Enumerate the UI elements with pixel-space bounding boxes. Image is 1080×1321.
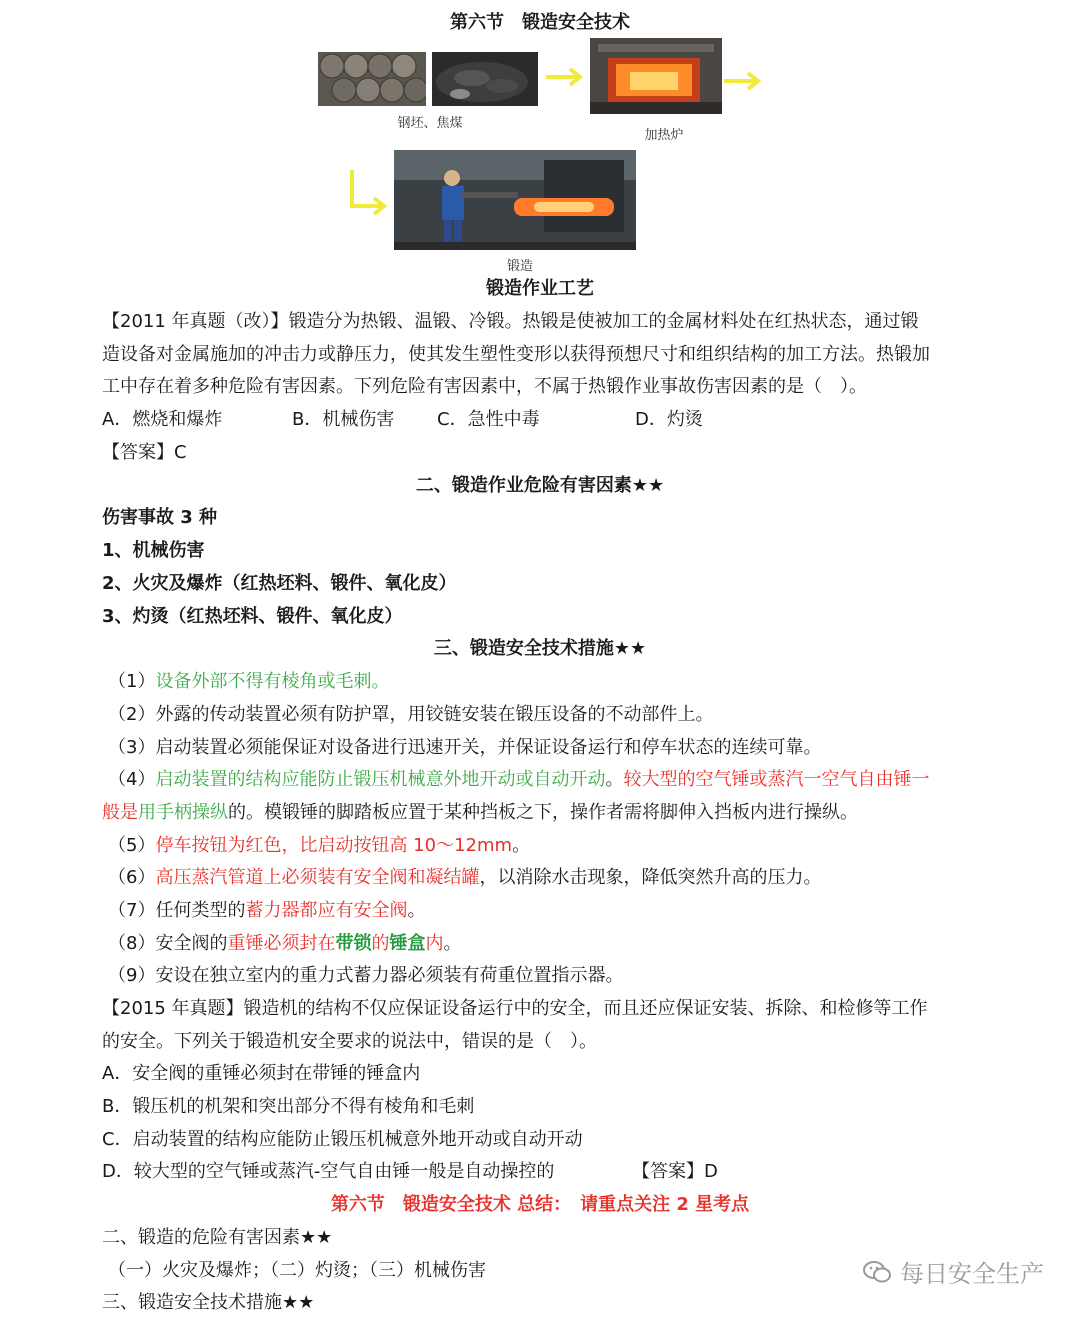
- watermark-text: 每日安全生产: [900, 1260, 1044, 1288]
- measure-5: （5）停车按钮为红色，比启动按钮高 10～12mm。: [108, 835, 531, 856]
- measure-2: （2）外露的传动装置必须有防护罩，用铰链安装在锻压设备的不动部件上。: [108, 704, 714, 725]
- q2-line-1: 【2015 年真题】锻造机的结构不仅应保证设备运行中的安全，而且还应保证安装、拆除、和检修等工作: [102, 998, 928, 1019]
- caption-forging: 锻造: [506, 259, 533, 274]
- q1-option-b: B．机械伤害: [292, 409, 395, 430]
- q2-option-d: D．较大型的空气锤或蒸汽-空气自由锤一般是自动操控的: [102, 1161, 555, 1182]
- q1-option-d: D．灼烫: [635, 409, 703, 430]
- section-title: 第六节 锻造安全技术: [450, 12, 630, 33]
- q1-line-2: 造设备对金属施加的冲击力或静压力，使其发生塑性变形以获得预想尺寸和组织结构的加工方法。热锻加: [102, 344, 930, 365]
- measure-4-cont: 般是用手柄操纵的。模锻锤的脚踏板应置于某种挡板之下，操作者需将脚伸入挡板内进行操纵。: [102, 802, 858, 823]
- q2-answer: 【答案】D: [632, 1161, 718, 1182]
- q1-line-3: 工中存在着多种危险有害因素。下列危险有害因素中，不属于热锻作业事故伤害因素的是（ ）。: [102, 376, 867, 397]
- section-2-sub: 伤害事故 3 种: [102, 507, 218, 528]
- measure-7: （7）任何类型的蓄力器都应有安全阀。: [108, 900, 426, 921]
- caption-heating-furnace: 加热炉: [644, 128, 684, 143]
- q2-option-a: A．安全阀的重锤必须封在带锤的锤盒内: [102, 1063, 421, 1084]
- hazard-item-3: 3、灼烫（红热坯料、锻件、氧化皮）: [102, 606, 403, 627]
- arrow-right-icon: [722, 70, 764, 92]
- q1-option-c: C．急性中毒: [437, 409, 540, 430]
- measure-9: （9）安设在独立室内的重力式蓄力器必须装有荷重位置指示器。: [108, 965, 624, 986]
- caption-billets-coke: 钢坯、焦煤: [397, 116, 463, 131]
- q1-answer: 【答案】C: [102, 442, 187, 463]
- measure-1: （1）设备外部不得有棱角或毛刺。: [108, 671, 390, 692]
- summary-heading: 第六节 锻造安全技术 总结： 请重点关注 2 星考点: [330, 1194, 750, 1215]
- steel-billets-photo: [318, 52, 426, 106]
- q2-option-d-row: [102, 1155, 980, 1188]
- q2-option-b: B．锻压机的机架和突出部分不得有棱角和毛刺: [102, 1096, 475, 1117]
- measure-8: （8）安全阀的重锤必须封在带锁的锤盒内。: [108, 933, 462, 954]
- arrow-down-right-icon: [344, 168, 390, 216]
- measure-3: （3）启动装置必须能保证对设备进行迅速开关，并保证设备运行和停车状态的连续可靠。: [108, 737, 822, 758]
- figure-title: 锻造作业工艺: [486, 278, 594, 299]
- hazard-item-1: 1、机械伤害: [102, 540, 205, 561]
- summary-line-2: （一）火灾及爆炸；（二）灼烫；（三）机械伤害: [108, 1260, 486, 1281]
- section-2-heading: 二、锻造作业危险有害因素★★: [415, 475, 665, 496]
- section-3-heading: 三、锻造安全技术措施★★: [433, 638, 647, 659]
- hazard-item-2: 2、火灾及爆炸（红热坯料、锻件、氧化皮）: [102, 573, 457, 594]
- forging-photo: [394, 150, 636, 250]
- summary-line-3: 三、锻造安全技术措施★★: [102, 1292, 315, 1313]
- arrow-right-icon: [544, 66, 586, 88]
- wechat-icon: [862, 1259, 892, 1285]
- coke-photo: [432, 52, 538, 106]
- q2-option-c: C．启动装置的结构应能防止锻压机械意外地开动或自动开动: [102, 1129, 583, 1150]
- heating-furnace-photo: [590, 38, 722, 114]
- watermark: [862, 1254, 1044, 1289]
- q1-line-1: 【2011 年真题（改）】锻造分为热锻、温锻、冷锻。热锻是使被加工的金属材料处在红热状态，通过锻: [102, 311, 919, 332]
- measure-6: （6）高压蒸汽管道上必须装有安全阀和凝结罐，以消除水击现象，降低突然升高的压力。: [108, 867, 822, 888]
- q1-option-a: A．燃烧和爆炸: [102, 409, 223, 430]
- measure-4: （4）启动装置的结构应能防止锻压机械意外地开动或自动开动。较大型的空气锤或蒸汽一空气自由锤一: [108, 769, 930, 790]
- summary-line-1: 二、锻造的危险有害因素★★: [102, 1227, 333, 1248]
- q2-line-2: 的安全。下列关于锻造机安全要求的说法中，错误的是（ ）。: [102, 1031, 597, 1052]
